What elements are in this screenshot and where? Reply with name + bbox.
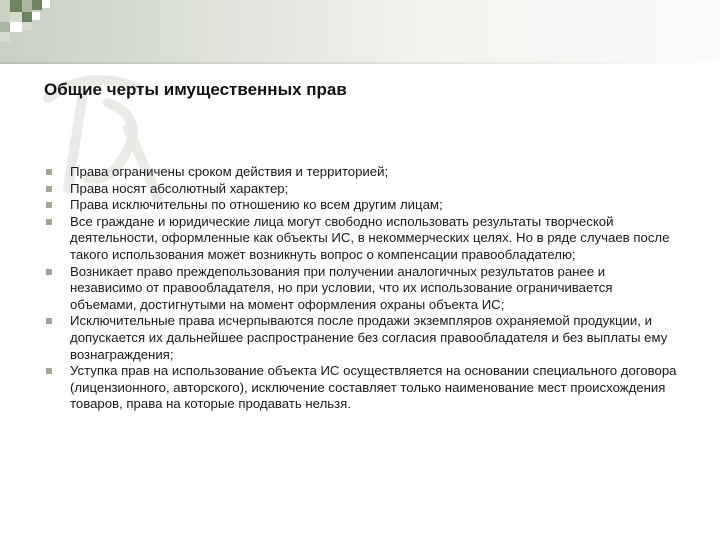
header-band — [0, 0, 720, 62]
bullet-square-icon — [46, 219, 52, 225]
list-item: Права ограничены сроком действия и территорией; — [40, 164, 680, 181]
list-item: Возникает право преждепользования при получении аналогичных результатов ранее и независимо от правообладателя, но при условии, что их использование ограничивается объемами, достигнутыми на момент оформления охраны объекта ИС; — [40, 264, 680, 314]
list-item: Права исключительны по отношению ко всем другим лицам; — [40, 197, 680, 214]
list-item: Уступка прав на использование объекта ИС осуществляется на основании специального договора (лицензионного, авторского), исключение составляет только наименование мест происхождения товаров, права на которые продавать нельзя. — [40, 363, 680, 413]
bullet-square-icon — [46, 169, 52, 175]
bullet-square-icon — [46, 368, 52, 374]
bullet-square-icon — [46, 202, 52, 208]
list-item: Все граждане и юридические лица могут свободно использовать результаты творческой деятельности, оформленные как объекты ИС, в некоммерческих целях. Но в ряде случаев после такого использования может возникнуть вопрос о компенсации правообладателю; — [40, 214, 680, 264]
bullet-square-icon — [46, 318, 52, 324]
slide-title: Общие черты имущественных прав — [44, 80, 347, 99]
bullet-square-icon — [46, 186, 52, 192]
bullet-list — [40, 164, 680, 413]
bullet-square-icon — [46, 269, 52, 275]
list-item: Права носят абсолютный характер; — [40, 181, 680, 198]
list-item: Исключительные права исчерпываются после продажи экземпляров охраняемой продукции, и допускается их дальнейшее распространение без согласия правообладателя и без выплаты ему вознаграждения; — [40, 313, 680, 363]
